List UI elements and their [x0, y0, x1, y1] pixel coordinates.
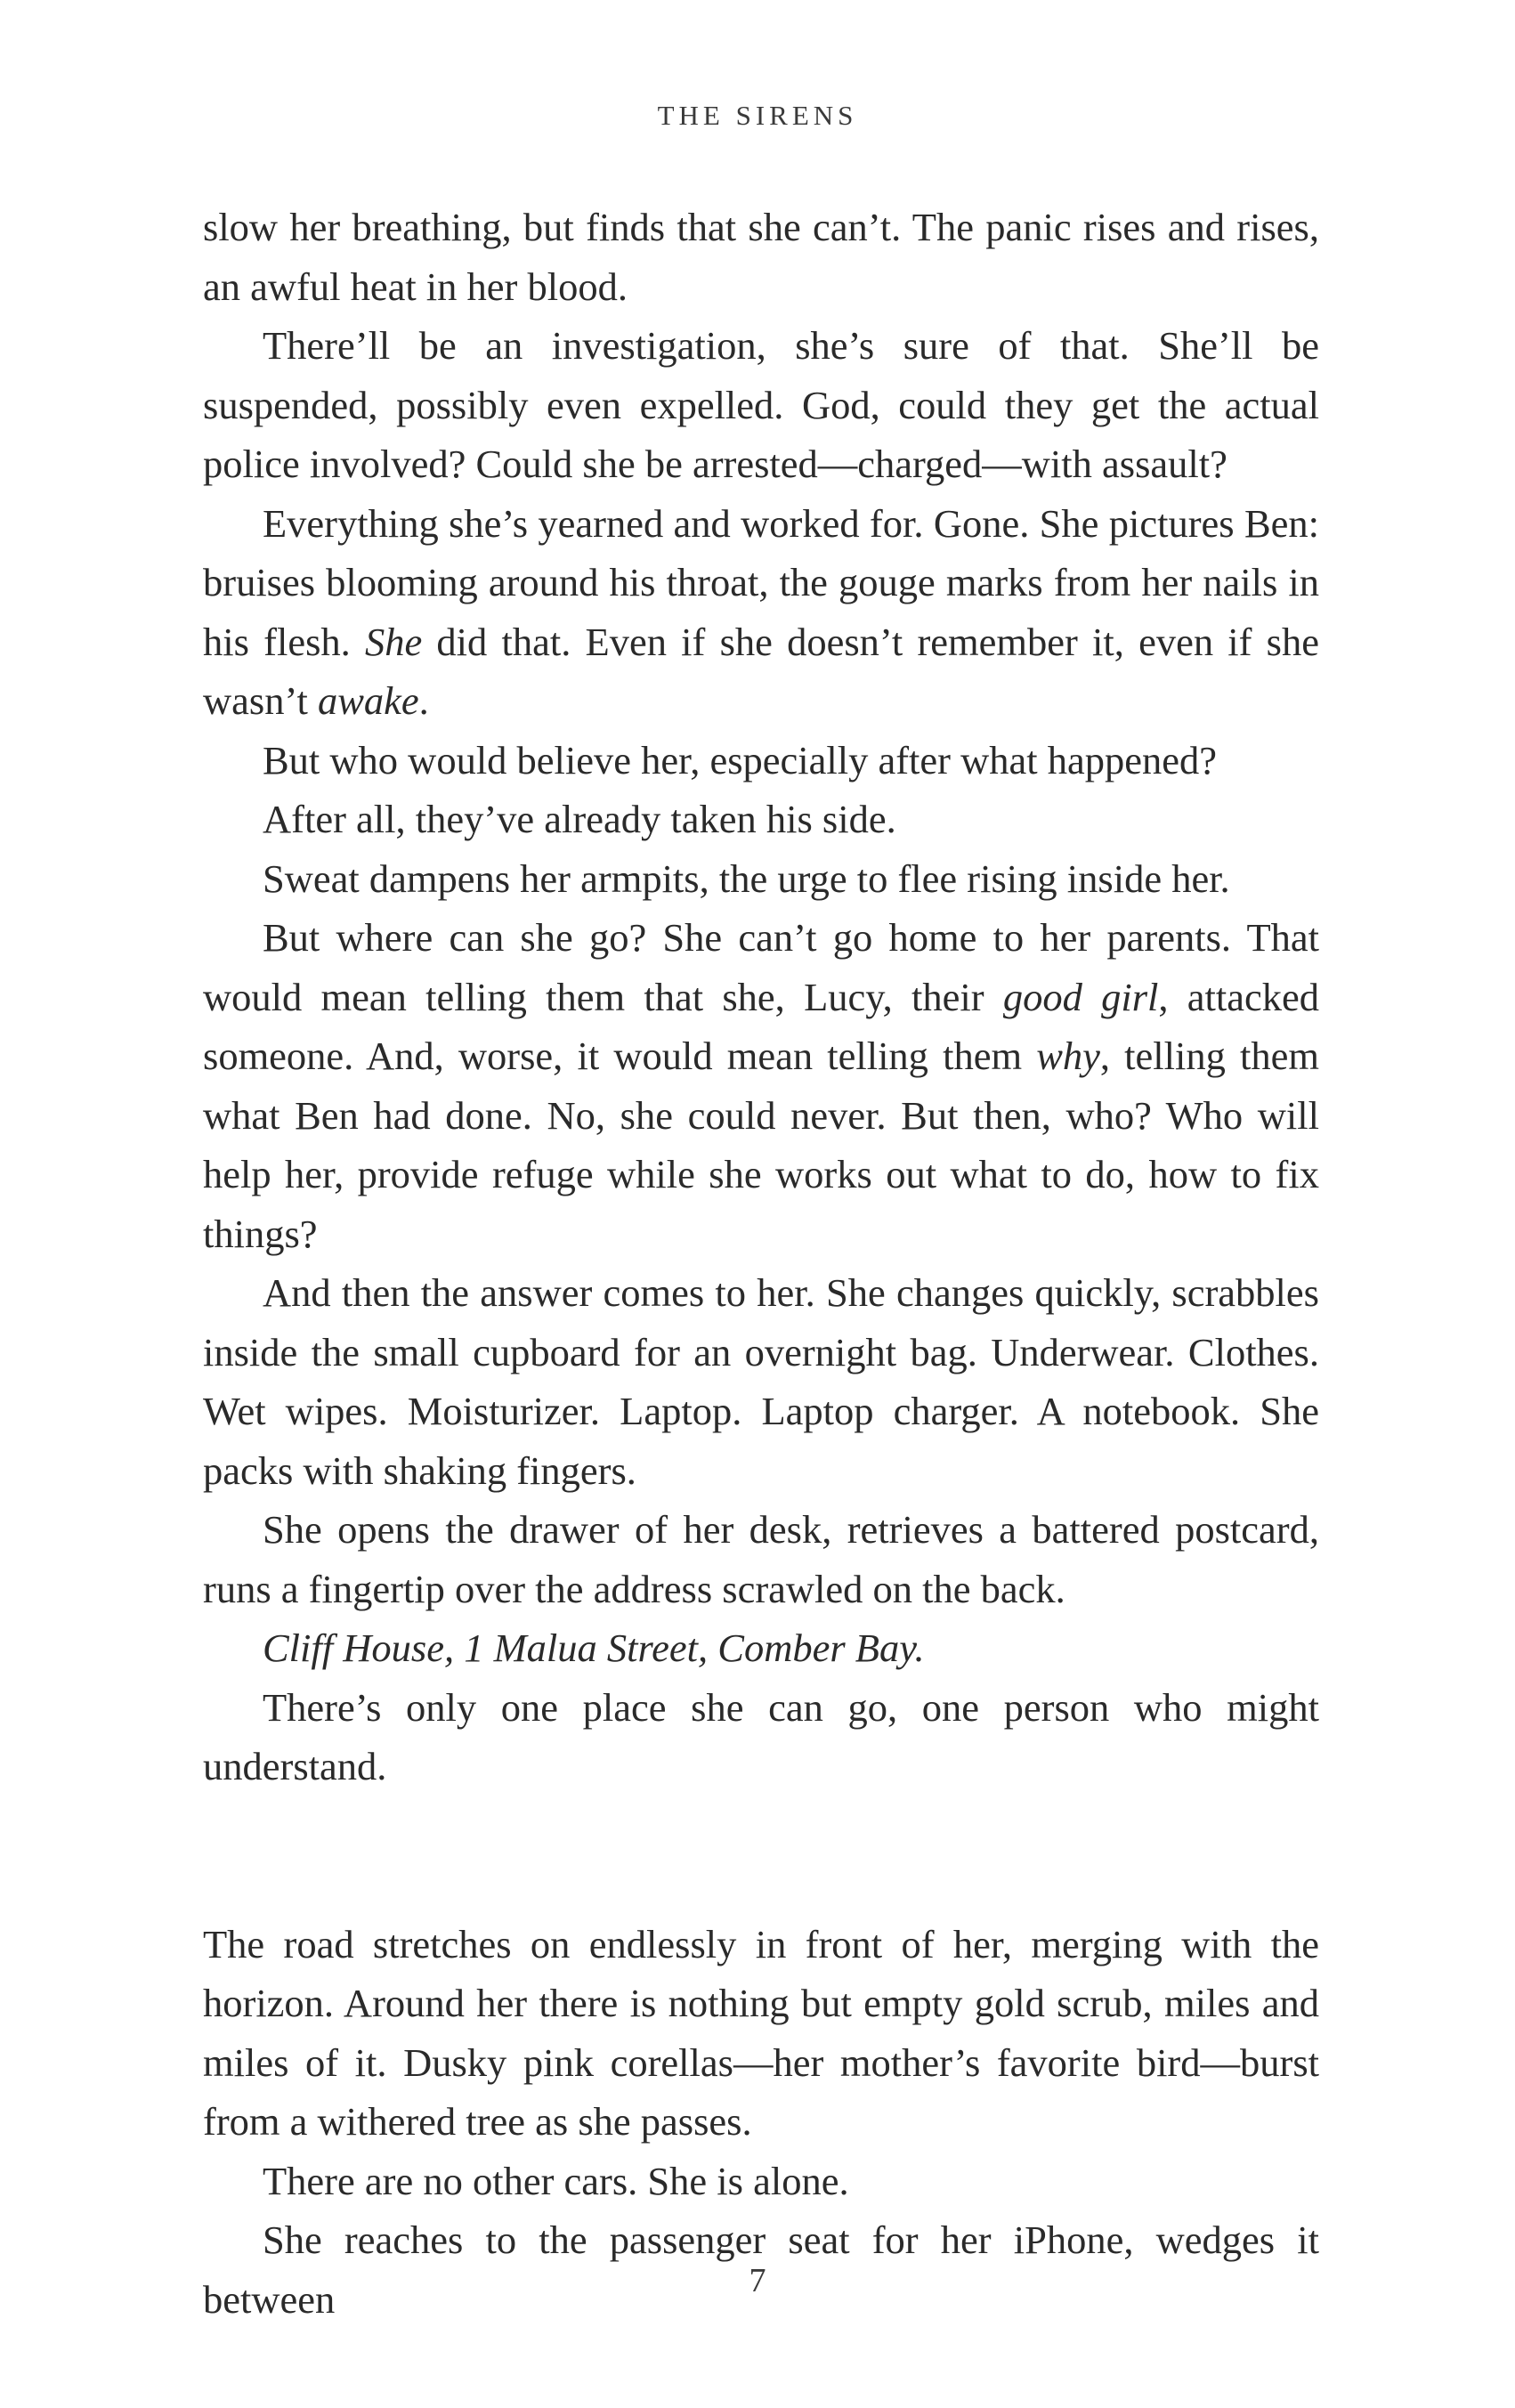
emphasis: good girl — [1002, 974, 1159, 1019]
text-run: Everything she’s yearned and worked for. Gone. She pictures Ben: bruises blooming around his throat, the gouge marks from her nails in his flesh. — [203, 500, 1319, 664]
body-text — [203, 198, 1319, 2329]
emphasis: Cliff House, 1 Malua Street, Comber Bay. — [263, 1626, 925, 1670]
paragraph: slow her breathing, but finds that she can’t. The panic rises and rises, an awful heat in her blood. — [203, 205, 1319, 309]
paragraph: After all, they’ve already taken his side. — [263, 797, 896, 841]
paragraph: She opens the drawer of her desk, retrieves a battered postcard, runs a fingertip over the address scrawled on the back. — [203, 1507, 1319, 1611]
text-run: . — [418, 678, 429, 723]
paragraph: There are no other cars. She is alone. — [263, 2158, 849, 2203]
text-run: But where can she go? She can’t go home to her parents. That would mean telling them that she, Lucy, their — [203, 915, 1319, 1019]
paragraph: She reaches to the passenger seat for her iPhone, wedges it between — [203, 2217, 1319, 2322]
emphasis: She — [364, 619, 423, 664]
paragraph: Sweat dampens her armpits, the urge to flee rising inside her. — [263, 855, 1230, 901]
text-run: did that. Even if she doesn’t remember it, even if she wasn’t — [203, 619, 1320, 723]
paragraph-section-start: The road stretches on endlessly in front of her, merging with the horizon. Around her there is nothing but empty gold scrub, miles and miles of it. Dusky pink corellas—her mother’s favorite bird—burst from a withered tree as she passes. — [203, 1921, 1319, 2144]
paragraph — [203, 908, 1319, 1263]
text-run: , attacked someone. And, worse, it would mean telling them — [203, 974, 1319, 1078]
paragraph: But who would believe her, especially after what happened? — [263, 737, 1217, 782]
address-line — [203, 1618, 1319, 1678]
page-number: 7 — [749, 2262, 766, 2299]
paragraph — [203, 494, 1319, 731]
emphasis: why — [1036, 1034, 1100, 1078]
emphasis: awake — [317, 678, 419, 723]
paragraph: There’s only one place she can go, one person who might understand. — [203, 1684, 1319, 1788]
text-run: , telling them what Ben had done. No, she could never. But then, who? Who will help her, provide refuge while she works out what to do, how to fix things? — [203, 1034, 1319, 1256]
running-head: THE SIRENS — [657, 100, 858, 131]
paragraph: And then the answer comes to her. She changes quickly, scrabbles inside the small cupboard for an overnight bag. Underwear. Clothes. Wet wipes. Moisturizer. Laptop. Laptop charger. A notebook. She packs with shaking fingers. — [203, 1270, 1319, 1493]
paragraph: There’ll be an investigation, she’s sure of that. She’ll be suspended, possibly even expelled. God, could they get the actual police involved? Could she be arrested—charged—with assault? — [203, 323, 1319, 486]
